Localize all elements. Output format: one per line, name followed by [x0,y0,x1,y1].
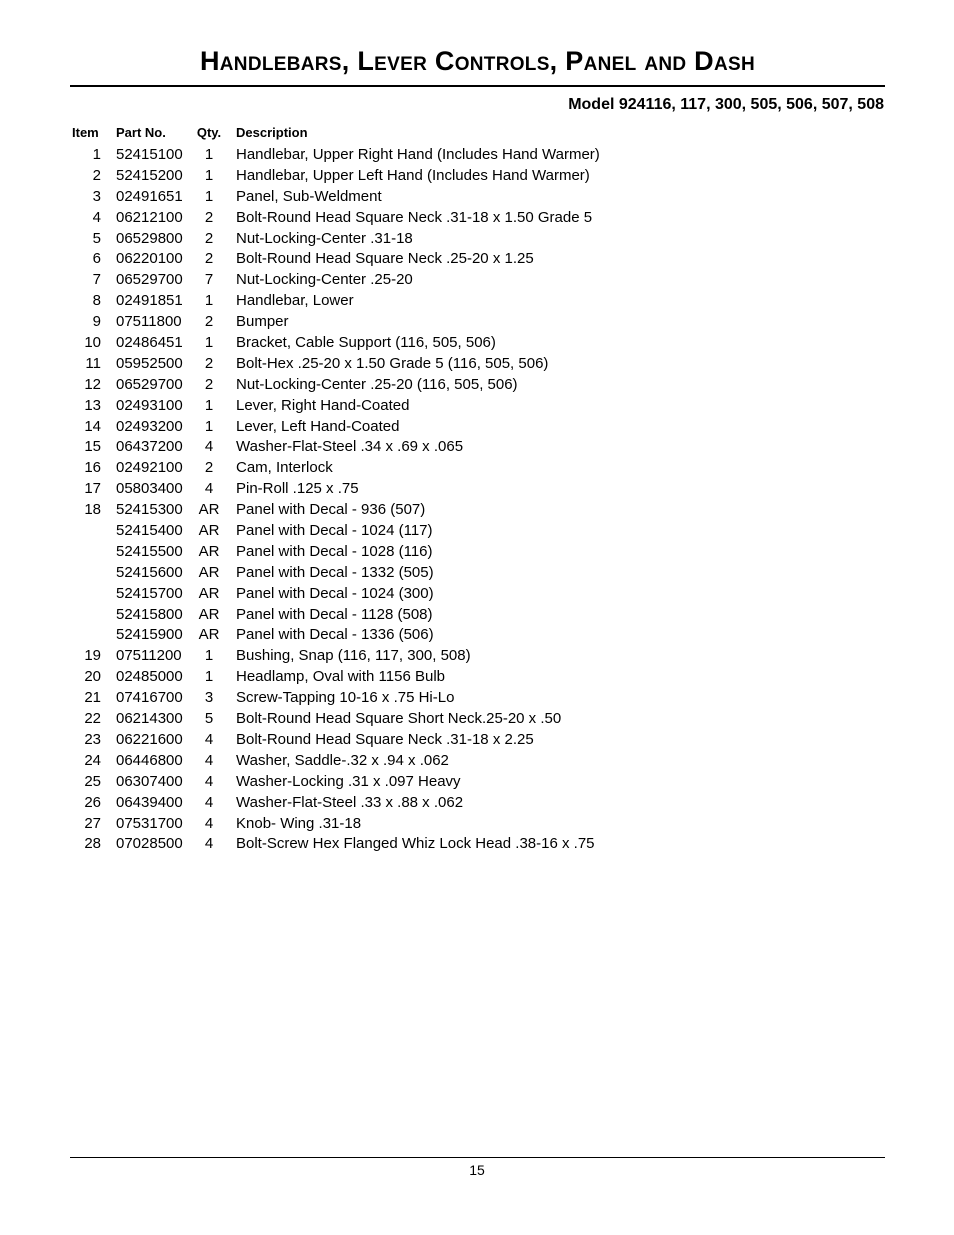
quantity: 1 [204,187,214,205]
table-header [0,125,954,143]
header-part-no: Part No. [116,125,166,140]
quantity: 2 [204,250,214,268]
quantity: AR [198,563,220,581]
item-number: 2 [92,166,101,184]
quantity: AR [198,626,220,644]
description: Nut-Locking-Center .31-18 [236,229,413,247]
table-row [0,354,954,375]
table-row [0,479,954,500]
description: Washer, Saddle-.32 x .94 x .062 [236,751,449,769]
description: Bracket, Cable Support (116, 505, 506) [236,334,496,352]
quantity: 1 [204,647,214,665]
description: Screw-Tapping 10-16 x .75 Hi-Lo [236,689,455,707]
quantity: 1 [204,166,214,184]
item-number: 10 [84,334,101,352]
item-number: 3 [92,187,101,205]
table-row [0,584,954,605]
part-number: 02485000 [116,668,183,686]
table-row [0,437,954,458]
table-row [0,417,954,438]
page-title: Handlebars, Lever Controls, Panel and Dash [199,46,755,76]
table-row [0,458,954,479]
quantity: 1 [204,668,214,686]
part-number: 02493200 [116,417,183,435]
footer-divider [70,1157,885,1158]
part-number: 05803400 [116,480,183,498]
description: Panel with Decal - 1024 (117) [236,522,433,540]
quantity: AR [198,522,220,540]
quantity: AR [198,501,220,519]
part-number: 52415700 [116,584,183,602]
item-number: 6 [92,250,101,268]
description: Pin-Roll .125 x .75 [236,480,359,498]
part-number: 07531700 [116,814,183,832]
part-number: 06212100 [116,208,183,226]
item-number: 22 [84,710,101,728]
description: Bolt-Round Head Square Short Neck.25-20 x .50 [236,710,562,728]
description: Bolt-Round Head Square Neck .31-18 x 1.50 Grade 5 [236,208,593,226]
quantity: AR [198,584,220,602]
description: Panel with Decal - 936 (507) [236,501,426,519]
description: Bolt-Screw Hex Flanged Whiz Lock Head .38-16 x .75 [236,835,595,853]
table-row [0,396,954,417]
part-number: 52415400 [116,522,183,540]
part-number: 07511200 [116,647,182,665]
quantity: 2 [204,375,214,393]
quantity: 4 [204,835,214,853]
part-number: 07416700 [116,689,183,707]
table-row [0,605,954,626]
description: Lever, Right Hand-Coated [236,396,410,414]
item-number: 8 [92,292,101,310]
description: Washer-Locking .31 x .097 Heavy [236,772,461,790]
part-number: 06529700 [116,271,183,289]
table-row [0,730,954,751]
item-number: 28 [84,835,101,853]
table-row [0,187,954,208]
item-number: 1 [92,146,101,163]
table-row [0,814,954,835]
table-row [0,834,954,855]
part-number: 52415300 [116,501,183,519]
table-row [0,270,954,291]
part-number: 52415800 [116,605,183,623]
table-row [0,563,954,584]
header-description: Description [236,125,308,140]
description: Bumper [236,313,289,331]
part-number: 02493100 [116,396,183,414]
part-number: 52415900 [116,626,183,644]
description: Headlamp, Oval with 1156 Bulb [236,668,446,686]
item-number: 21 [84,689,101,707]
item-number: 23 [84,730,101,748]
item-number: 16 [84,459,101,477]
part-number: 06437200 [116,438,183,456]
table-row [0,521,954,542]
quantity: 3 [204,689,214,707]
description: Handlebar, Upper Left Hand (Includes Hand Warmer) [236,166,590,184]
table-row [0,709,954,730]
description: Washer-Flat-Steel .33 x .88 x .062 [236,793,464,811]
table-row [0,208,954,229]
description: Washer-Flat-Steel .34 x .69 x .065 [236,438,464,456]
quantity: 4 [204,793,214,811]
part-number: 07511800 [116,313,182,331]
title-divider [70,85,885,87]
part-number: 52415500 [116,542,183,560]
description: Panel with Decal - 1024 (300) [236,584,434,602]
description: Panel with Decal - 1128 (508) [236,605,433,623]
part-number: 52415600 [116,563,183,581]
quantity: 2 [204,459,214,477]
part-number: 52415200 [116,166,183,184]
quantity: 4 [204,751,214,769]
quantity: 4 [204,438,214,456]
quantity: AR [198,542,220,560]
model-heading: Model 924116, 117, 300, 505, 506, 507, 508 [568,96,884,113]
description: Bolt-Round Head Square Neck .31-18 x 2.25 [236,730,534,748]
part-number: 06529700 [116,375,183,393]
table-row [0,375,954,396]
quantity: 4 [204,814,214,832]
quantity: 1 [204,292,214,310]
part-number: 06439400 [116,793,183,811]
part-number: 06214300 [116,710,183,728]
table-row [0,229,954,250]
item-number: 27 [84,814,101,832]
table-row [0,312,954,333]
description: Knob- Wing .31-18 [236,814,362,832]
description: Panel with Decal - 1028 (116) [236,542,433,560]
table-row [0,772,954,793]
table-row [0,291,954,312]
item-number: 4 [92,208,101,226]
header-qty: Qty. [196,125,222,140]
table-row [0,166,954,187]
quantity: 2 [204,354,214,372]
part-number: 06220100 [116,250,183,268]
item-number: 12 [84,375,101,393]
item-number: 17 [84,480,101,498]
header-item: Item [72,125,99,140]
part-number: 06221600 [116,730,183,748]
item-number: 24 [84,751,101,769]
quantity: 2 [204,208,214,226]
parts-table [0,145,954,855]
description: Handlebar, Upper Right Hand (Includes Hand Warmer) [236,146,600,163]
table-row [0,333,954,354]
table-row [0,625,954,646]
quantity: 1 [204,417,214,435]
part-number: 02486451 [116,334,183,352]
description: Bolt-Hex .25-20 x 1.50 Grade 5 (116, 505, 506) [236,354,549,372]
quantity: 4 [204,772,214,790]
item-number: 19 [84,647,101,665]
part-number: 06307400 [116,772,183,790]
table-row [0,542,954,563]
item-number: 20 [84,668,101,686]
item-number: 13 [84,396,101,414]
quantity: 1 [204,334,214,352]
table-row [0,249,954,270]
description: Nut-Locking-Center .25-20 [236,271,413,289]
part-number: 07028500 [116,835,183,853]
description: Panel with Decal - 1336 (506) [236,626,434,644]
item-number: 9 [92,313,101,331]
description: Panel, Sub-Weldment [236,187,382,205]
description: Bushing, Snap (116, 117, 300, 508) [236,647,471,665]
quantity: 1 [204,396,214,414]
quantity: 7 [204,271,214,289]
part-number: 52415100 [116,146,183,163]
part-number: 02491851 [116,292,183,310]
quantity: 2 [204,313,214,331]
description: Nut-Locking-Center .25-20 (116, 505, 506) [236,375,518,393]
table-row [0,793,954,814]
description: Panel with Decal - 1332 (505) [236,563,434,581]
quantity: 5 [204,710,214,728]
quantity: 4 [204,480,214,498]
quantity: AR [198,605,220,623]
item-number: 25 [84,772,101,790]
quantity: 2 [204,229,214,247]
item-number: 5 [92,229,101,247]
part-number: 05952500 [116,354,183,372]
description: Bolt-Round Head Square Neck .25-20 x 1.25 [236,250,534,268]
part-number: 06529800 [116,229,183,247]
quantity: 1 [204,146,214,163]
description: Cam, Interlock [236,459,333,477]
table-row [0,500,954,521]
table-row [0,646,954,667]
item-number: 26 [84,793,101,811]
item-number: 15 [84,438,101,456]
item-number: 14 [84,417,101,435]
item-number: 18 [84,501,101,519]
description: Handlebar, Lower [236,292,354,310]
quantity: 4 [204,730,214,748]
description: Lever, Left Hand-Coated [236,417,400,435]
item-number: 11 [85,354,101,372]
table-row [0,751,954,772]
table-row [0,145,954,166]
table-row [0,688,954,709]
page-number: 15 [469,1162,485,1178]
item-number: 7 [92,271,101,289]
part-number: 02491651 [116,187,183,205]
part-number: 02492100 [116,459,183,477]
table-row [0,667,954,688]
part-number: 06446800 [116,751,183,769]
